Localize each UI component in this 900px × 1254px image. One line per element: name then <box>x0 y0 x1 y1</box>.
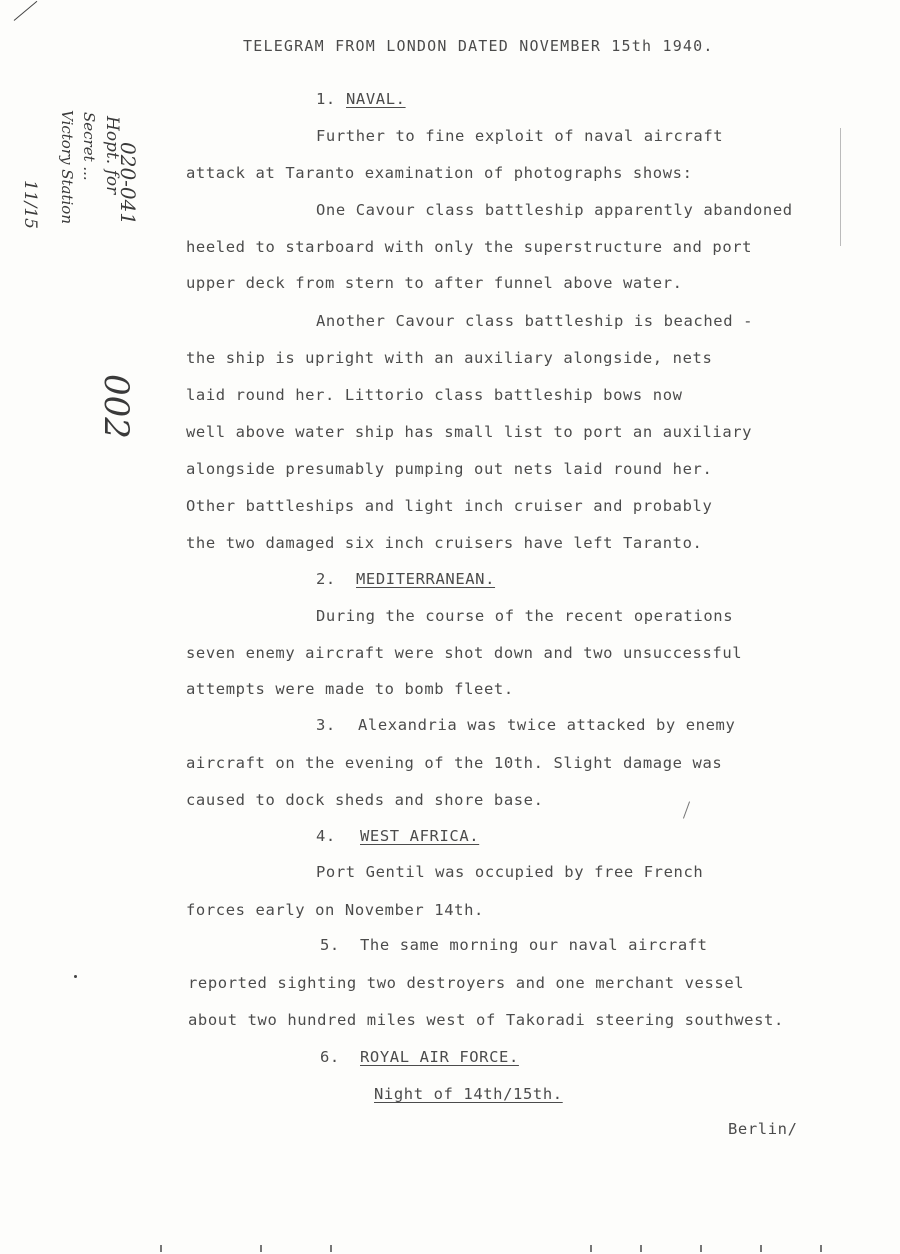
bottom-edge-tick <box>260 1245 262 1252</box>
margin-note-3: Victory Station <box>58 110 76 225</box>
naval-line: Other battleships and light inch cruiser and probably <box>186 497 713 515</box>
mediterranean-line: attempts were made to bomb fleet. <box>186 680 514 698</box>
naval-line: laid round her. Littorio class battleship bows now <box>186 386 683 404</box>
west-africa-number: 4. <box>316 827 336 845</box>
margin-note-4: 11/15 <box>20 180 40 229</box>
naval-line: alongside presumably pumping out nets laid round her. <box>186 460 713 478</box>
naval-line: well above water ship has small list to port an auxiliary <box>186 423 753 441</box>
raf-number: 6. <box>320 1048 340 1066</box>
naval-line: attack at Taranto examination of photographs shows: <box>186 164 693 182</box>
stray-pencil-mark <box>683 801 690 818</box>
bottom-edge-tick <box>700 1245 702 1252</box>
margin-note-2: Secret ... <box>80 112 98 181</box>
bottom-edge-tick <box>640 1245 642 1252</box>
alexandria-line: Alexandria was twice attacked by enemy <box>358 716 736 734</box>
mediterranean-heading: MEDITERRANEAN. <box>356 570 496 588</box>
naval-line: One Cavour class battleship apparently abandoned <box>316 201 793 219</box>
left-edge-dot <box>74 975 77 978</box>
corner-scratch-mark <box>14 1 38 21</box>
naval-number: 1. <box>316 90 336 108</box>
margin-file-number: 020-041 <box>116 142 140 226</box>
bottom-edge-tick <box>820 1245 822 1252</box>
west-africa-line: Port Gentil was occupied by free French <box>316 863 704 881</box>
catchword: Berlin/ <box>728 1120 798 1138</box>
margin-page-mark: 002 <box>96 374 136 439</box>
sighting-line: The same morning our naval aircraft <box>360 936 708 954</box>
bottom-edge-tick <box>160 1245 162 1252</box>
mediterranean-line: During the course of the recent operations <box>316 607 734 625</box>
naval-line: Further to fine exploit of naval aircraft <box>316 127 724 145</box>
sighting-line: about two hundred miles west of Takoradi steering southwest. <box>188 1011 784 1029</box>
raf-heading: ROYAL AIR FORCE. <box>360 1048 519 1066</box>
naval-line: Another Cavour class battleship is beached - <box>316 312 753 330</box>
bottom-edge-tick <box>330 1245 332 1252</box>
alexandria-line: caused to dock sheds and shore base. <box>186 791 544 809</box>
sighting-line: reported sighting two destroyers and one merchant vessel <box>188 974 745 992</box>
margin-note-1: Hopt. for <box>102 116 122 195</box>
mediterranean-number: 2. <box>316 570 336 588</box>
naval-heading: NAVAL. <box>346 90 406 108</box>
bottom-edge-tick <box>590 1245 592 1252</box>
naval-line: heeled to starboard with only the superstructure and port <box>186 238 753 256</box>
night-heading: Night of 14th/15th. <box>374 1085 563 1103</box>
west-africa-line: forces early on November 14th. <box>186 901 484 919</box>
naval-line: the two damaged six inch cruisers have left Taranto. <box>186 534 703 552</box>
sighting-number: 5. <box>320 936 340 954</box>
telegram-title: TELEGRAM FROM LONDON DATED NOVEMBER 15th 1940. <box>243 37 714 55</box>
alexandria-number: 3. <box>316 716 336 734</box>
right-edge-mark <box>840 128 841 246</box>
west-africa-heading: WEST AFRICA. <box>360 827 480 845</box>
naval-line: the ship is upright with an auxiliary alongside, nets <box>186 349 713 367</box>
mediterranean-line: seven enemy aircraft were shot down and two unsuccessful <box>186 644 743 662</box>
naval-line: upper deck from stern to after funnel above water. <box>186 274 683 292</box>
alexandria-line: aircraft on the evening of the 10th. Slight damage was <box>186 754 723 772</box>
bottom-edge-tick <box>760 1245 762 1252</box>
